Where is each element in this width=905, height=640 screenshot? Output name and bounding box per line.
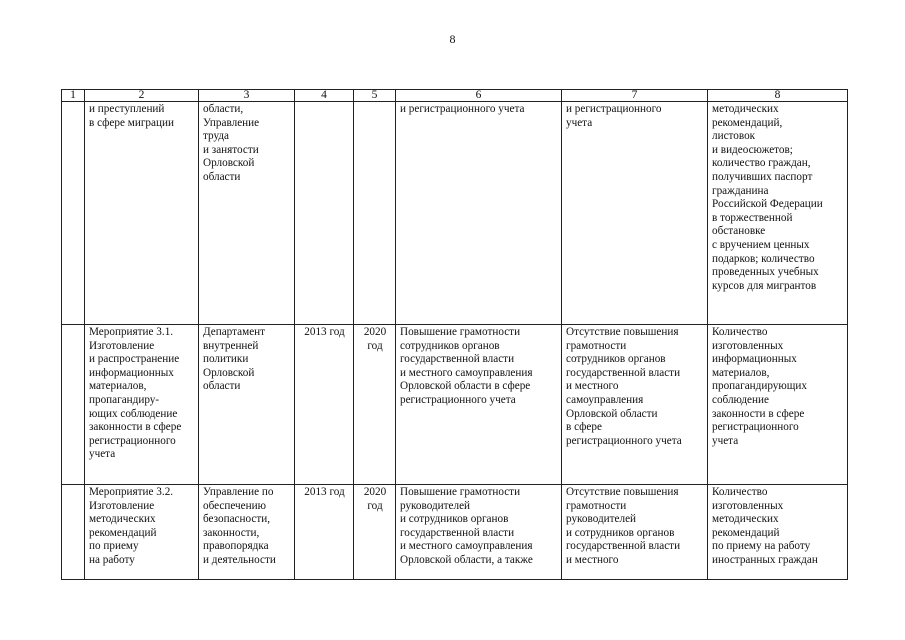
header-cell-3: 3 — [199, 90, 295, 102]
header-cell-6: 6 — [396, 90, 562, 102]
table-row — [62, 325, 848, 485]
header-cell-1: 1 — [62, 90, 85, 102]
cell-number — [62, 485, 85, 580]
cell-end-year: 2020 год — [354, 325, 396, 485]
cell-indicators: Количество изготовленных информационных материалов, пропагандирующих соблюдение законности в сфере регистрационного учета — [708, 325, 848, 485]
cell-measure: Мероприятие 3.2. Изготовление методических рекомендаций по приему на работу — [85, 485, 199, 580]
cell-consequences: и регистрационного учета — [562, 102, 708, 325]
cell-indicators: методических рекомендаций, листовок и видеосюжетов; количество граждан, получивших паспорт гражданина Российской Федерации в торжественной обстановке с вручением ценных подарков; количество проведенных учебных курсов для мигрантов — [708, 102, 848, 325]
header-cell-8: 8 — [708, 90, 848, 102]
cell-expected-result: Повышение грамотности руководителей и сотрудников органов государственной власти и местного самоуправления Орловской области, а также — [396, 485, 562, 580]
table-row — [62, 102, 848, 325]
cell-executor: области, Управление труда и занятости Орловской области — [199, 102, 295, 325]
table-row — [62, 485, 848, 580]
cell-end-year: 2020 год — [354, 485, 396, 580]
header-row — [62, 90, 848, 102]
cell-end-year — [354, 102, 396, 325]
cell-start-year — [295, 102, 354, 325]
cell-expected-result: Повышение грамотности сотрудников органов государственной власти и местного самоуправления Орловской области в сфере регистрационного учета — [396, 325, 562, 485]
page-number: 8 — [449, 32, 456, 46]
header-cell-7: 7 — [562, 90, 708, 102]
cell-start-year: 2013 год — [295, 325, 354, 485]
cell-expected-result: и регистрационного учета — [396, 102, 562, 325]
cell-consequences: Отсутствие повышения грамотности руководителей и сотрудников органов государственной власти и местного — [562, 485, 708, 580]
measures-table — [61, 89, 848, 580]
header-cell-2: 2 — [85, 90, 199, 102]
cell-measure: Мероприятие 3.1. Изготовление и распространение информационных материалов, пропагандиру- ющих соблюдение законности в сфере регистрационного учета — [85, 325, 199, 485]
cell-number — [62, 102, 85, 325]
header-cell-5: 5 — [354, 90, 396, 102]
header-cell-4: 4 — [295, 90, 354, 102]
cell-consequences: Отсутствие повышения грамотности сотрудников органов государственной власти и местного самоуправления Орловской области в сфере регистрационного учета — [562, 325, 708, 485]
cell-indicators: Количество изготовленных методических рекомендаций по приему на работу иностранных граждан — [708, 485, 848, 580]
cell-executor: Управление по обеспечению безопасности, законности, правопорядка и деятельности — [199, 485, 295, 580]
cell-number — [62, 325, 85, 485]
cell-start-year: 2013 год — [295, 485, 354, 580]
cell-executor: Департамент внутренней политики Орловской области — [199, 325, 295, 485]
cell-measure: и преступлений в сфере миграции — [85, 102, 199, 325]
